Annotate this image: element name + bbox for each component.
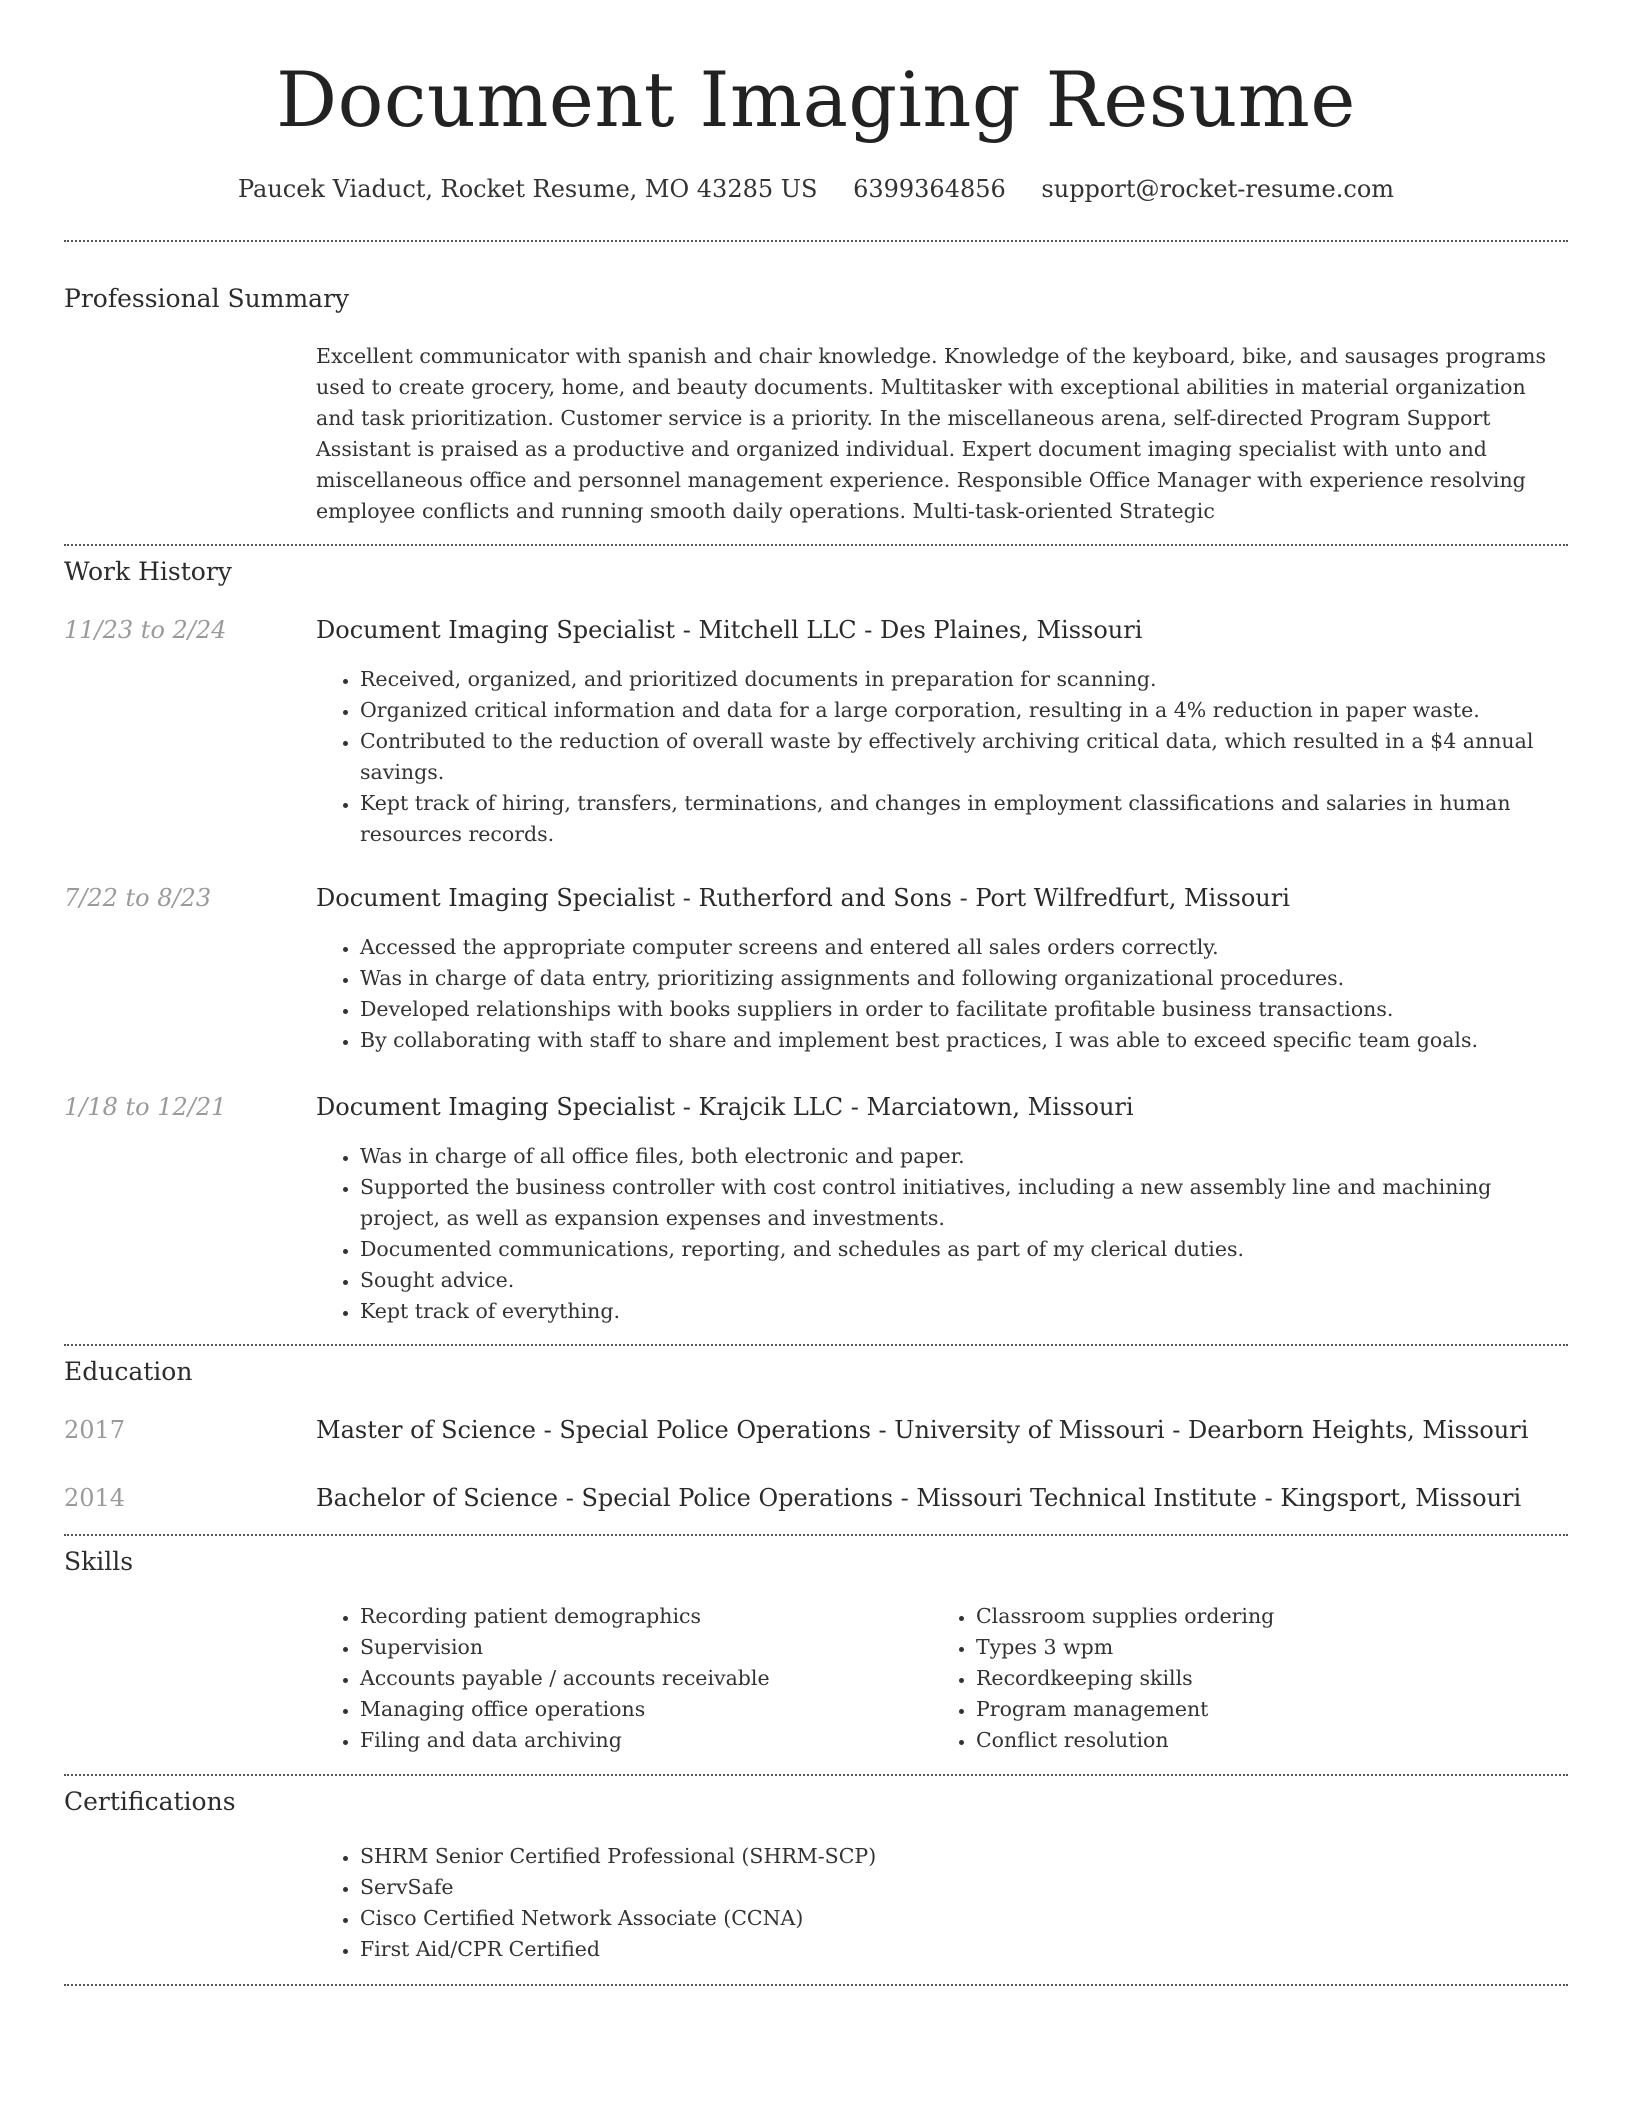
section-divider [64, 1774, 1568, 1776]
skill-item: • Supervision [360, 1632, 940, 1663]
skill-item: • Types 3 wpm [976, 1632, 1556, 1663]
skill-item: • Program management [976, 1694, 1556, 1725]
section-divider [64, 1344, 1568, 1346]
job-heading [316, 1090, 1134, 1124]
job-company: Rutherford and Sons [698, 884, 952, 912]
certification-item: • Cisco Certified Network Associate (CCNA) [360, 1903, 1360, 1934]
skill-item: • Classroom supplies ordering [976, 1601, 1556, 1632]
education-separator: - [870, 1416, 895, 1444]
job-dates: 1/18 to 12/21 [64, 1093, 227, 1121]
skill-item: • Accounts payable / accounts receivable [360, 1663, 940, 1694]
job-bullet: • Accessed the appropriate computer screens and entered all sales orders correctly. [360, 932, 1570, 963]
section-heading-work-history: Work History [64, 557, 232, 586]
job-heading [316, 881, 1290, 915]
section-heading-summary: Professional Summary [64, 284, 350, 313]
education-entry [316, 1481, 1521, 1515]
skills-list-right [932, 1601, 1556, 1756]
contact-line [0, 172, 1632, 206]
education-separator: - [893, 1484, 917, 1512]
job-bullet: • Received, organized, and prioritized documents in preparation for scanning. [360, 664, 1570, 695]
education-entry [316, 1413, 1528, 1447]
skill-item: • Filing and data archiving [360, 1725, 940, 1756]
job-separator: - [843, 1093, 867, 1121]
job-bullet: • Was in charge of data entry, prioritizing assignments and following organizational procedures. [360, 963, 1570, 994]
skill-item: • Conflict resolution [976, 1725, 1556, 1756]
job-separator: - [951, 884, 976, 912]
education-location: Dearborn Heights, Missouri [1187, 1416, 1529, 1444]
education-year: 2017 [64, 1416, 126, 1444]
contact-email: support@rocket-resume.com [1041, 175, 1395, 203]
job-heading [316, 613, 1142, 647]
section-heading-education: Education [64, 1357, 193, 1386]
job-title: Document Imaging Specialist [316, 616, 676, 644]
job-separator: - [675, 884, 699, 912]
education-school: Missouri Technical Institute [916, 1484, 1257, 1512]
job-bullets [316, 932, 1570, 1056]
skills-list-left [316, 1601, 940, 1756]
resume-title: Document Imaging Resume [276, 55, 1356, 144]
job-dates: 7/22 to 8/23 [64, 884, 212, 912]
education-separator: - [1256, 1484, 1281, 1512]
education-separator: - [1164, 1416, 1188, 1444]
skill-item: • Recording patient demographics [360, 1601, 940, 1632]
job-bullet: • Kept track of everything. [360, 1296, 1570, 1327]
education-school: University of Missouri [894, 1416, 1165, 1444]
job-bullets [316, 1141, 1570, 1327]
skill-item: • Managing office operations [360, 1694, 940, 1725]
education-year: 2014 [64, 1484, 126, 1512]
job-bullet: • Supported the business controller with cost control initiatives, including a new assembly line and machining project, as well as expansion expenses and investments. [360, 1172, 1570, 1234]
education-degree: Master of Science - Special Police Operations [316, 1416, 871, 1444]
certification-item: • SHRM Senior Certified Professional (SHRM-SCP) [360, 1841, 1360, 1872]
section-heading-skills: Skills [64, 1547, 134, 1576]
section-divider [64, 1534, 1568, 1536]
section-heading-certifications: Certifications [64, 1787, 236, 1816]
job-title: Document Imaging Specialist [316, 884, 676, 912]
contact-address: Paucek Viaduct, Rocket Resume, MO 43285 US [237, 175, 818, 203]
skill-item: • Recordkeeping skills [976, 1663, 1556, 1694]
job-separator: - [675, 1093, 699, 1121]
section-divider [64, 240, 1568, 242]
contact-phone: 6399364856 [853, 175, 1006, 203]
certifications-list [316, 1841, 1360, 1965]
job-company: Krajcik LLC [698, 1093, 844, 1121]
certification-item: • ServSafe [360, 1872, 1360, 1903]
job-bullet: • Documented communications, reporting, and schedules as part of my clerical duties. [360, 1234, 1570, 1265]
job-bullet: • Organized critical information and data for a large corporation, resulting in a 4% reduction in paper waste. [360, 695, 1570, 726]
job-bullet: • By collaborating with staff to share and implement best practices, I was able to exceed specific team goals. [360, 1025, 1570, 1056]
job-separator: - [675, 616, 699, 644]
job-separator: - [856, 616, 881, 644]
summary-text: Excellent communicator with spanish and chair knowledge. Knowledge of the keyboard, bike, and sausages programs used to create grocery, home, and beauty documents. Multitasker with exceptional abilities in material organization and task prioritization. Customer service is a priority. In the miscellaneous arena, self-directed Program Support Assistant is praised as a productive and organized individual. Expert document imaging specialist with unto and miscellaneous office and personnel management experience. Responsible Office Manager with experience resolving employee conflicts and running smooth daily operations. Multi-task-oriented Strategic [316, 344, 1546, 523]
job-location: Port Wilfredfurt, Missouri [975, 884, 1290, 912]
job-bullet: • Contributed to the reduction of overall waste by effectively archiving critical data, which resulted in a $4 annual savings. [360, 726, 1570, 788]
job-title: Document Imaging Specialist [316, 1093, 676, 1121]
job-bullet: • Kept track of hiring, transfers, terminations, and changes in employment classifications and salaries in human resources records. [360, 788, 1570, 850]
job-bullet: • Was in charge of all office files, both electronic and paper. [360, 1141, 1570, 1172]
job-location: Des Plaines, Missouri [880, 616, 1143, 644]
job-location: Marciatown, Missouri [866, 1093, 1134, 1121]
job-bullet: • Sought advice. [360, 1265, 1570, 1296]
education-degree: Bachelor of Science - Special Police Operations [316, 1484, 894, 1512]
section-divider [64, 544, 1568, 546]
certification-item: • First Aid/CPR Certified [360, 1934, 1360, 1965]
job-bullet: • Developed relationships with books suppliers in order to facilitate profitable business transactions. [360, 994, 1570, 1025]
education-location: Kingsport, Missouri [1280, 1484, 1522, 1512]
job-dates: 11/23 to 2/24 [64, 616, 227, 644]
section-divider [64, 1984, 1568, 1986]
job-company: Mitchell LLC [698, 616, 857, 644]
job-bullets [316, 664, 1570, 850]
